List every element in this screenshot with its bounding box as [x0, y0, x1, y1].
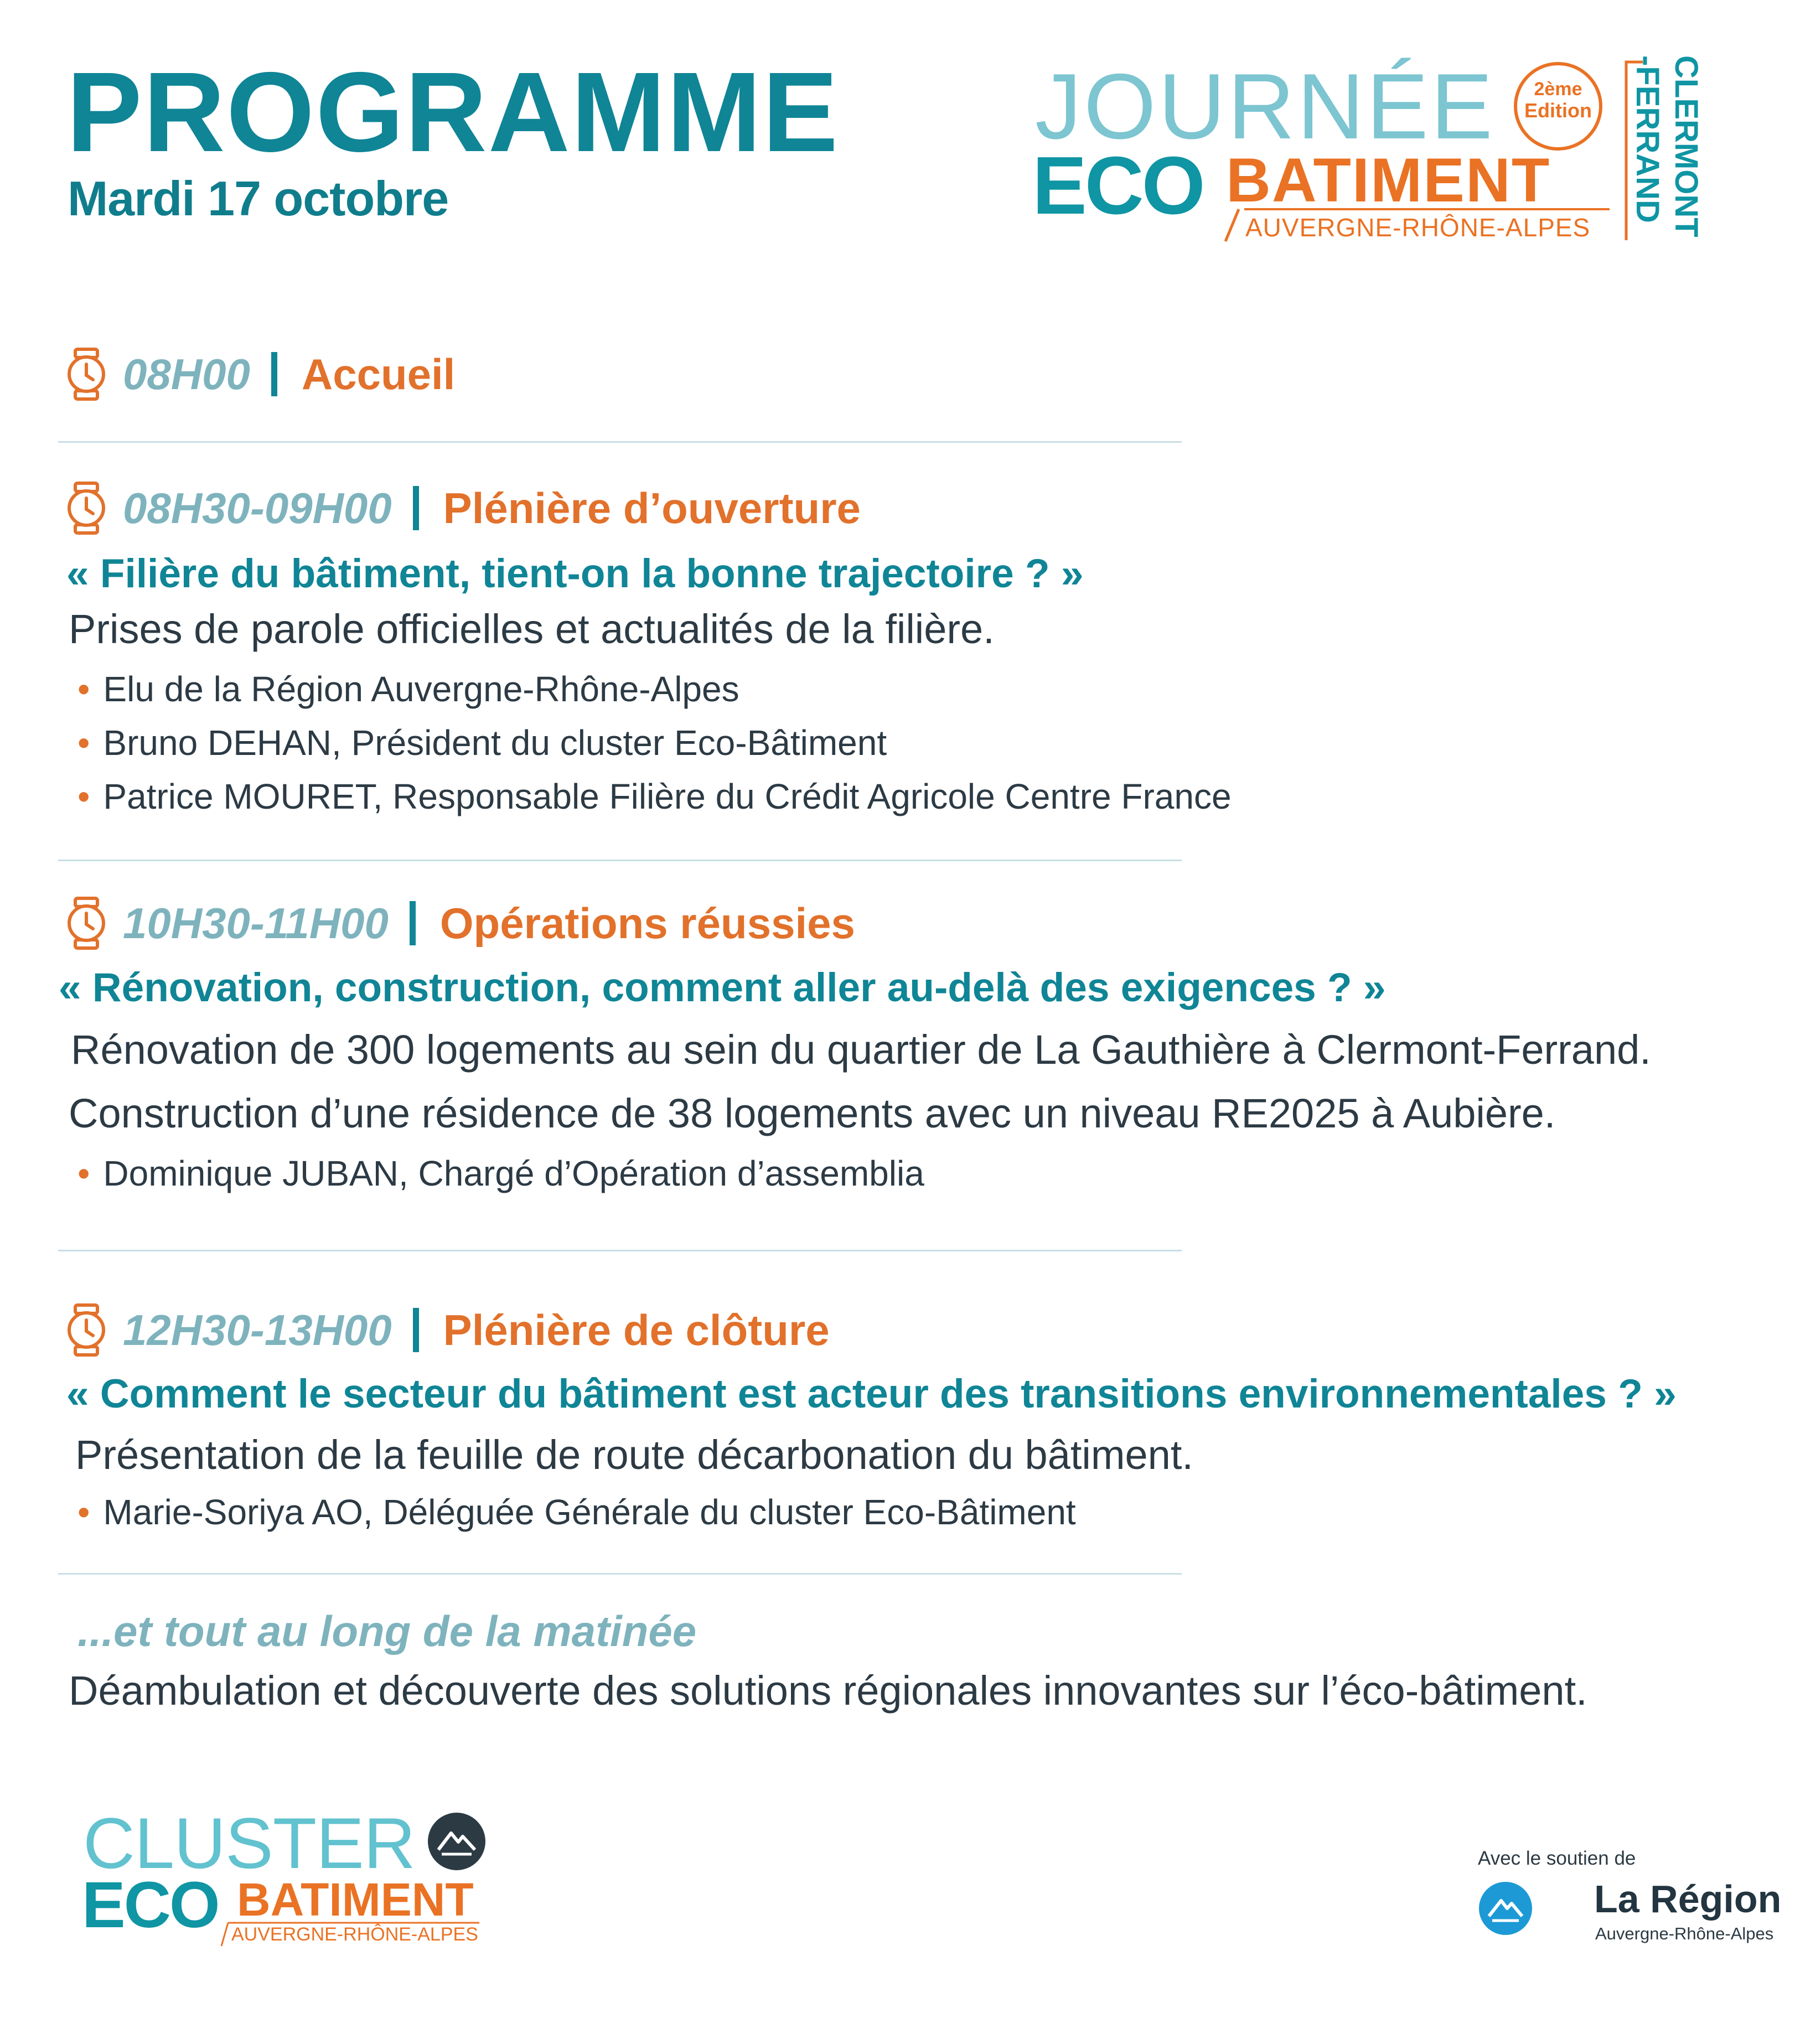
speaker-item: • Bruno DEHAN, Président du cluster Eco-Bâtiment	[77, 725, 887, 760]
separator-bar	[410, 901, 416, 945]
slot-quote: « Comment le secteur du bâtiment est acteur des transitions environnementales ? »	[66, 1372, 1677, 1416]
divider	[58, 441, 1182, 443]
region-subtitle: Auvergne-Rhône-Alpes	[1595, 1924, 1774, 1943]
logo-eco-text: ECO	[1032, 140, 1203, 231]
slot-description: Présentation de la feuille de route décarbonation du bâtiment.	[75, 1432, 1193, 1478]
logo-region-text: AUVERGNE-RHÔNE-ALPES	[1245, 213, 1591, 242]
slot-quote: « Filière du bâtiment, tient-on la bonne trajectoire ? »	[66, 551, 1084, 596]
speaker-item: • Patrice MOURET, Responsable Filière du Crédit Agricole Centre France	[77, 779, 1232, 814]
logo-slash-icon	[1222, 207, 1244, 244]
page-title: PROGRAMME	[66, 49, 840, 175]
edition-number: 2ème	[1534, 79, 1582, 100]
slot-pleniere-cloture	[65, 1303, 1698, 1357]
edition-label: Edition	[1524, 99, 1592, 122]
speaker-item: • Elu de la Région Auvergne-Rhône-Alpes	[77, 671, 739, 707]
slot-operations-reussies	[65, 897, 1698, 950]
divider	[58, 1573, 1182, 1575]
cluster-eco-text: ECO	[82, 1869, 219, 1942]
slot-description: Prises de parole officielles et actualités de la filière.	[69, 606, 995, 652]
separator-bar	[413, 486, 419, 530]
cluster-batiment-text: BATIMENT	[237, 1874, 474, 1926]
slot-label: Opérations réussies	[439, 899, 855, 948]
speaker-item: • Dominique JUBAN, Chargé d’Opération d’assemblia	[77, 1156, 924, 1191]
slot-accueil	[65, 348, 1698, 401]
divider	[58, 1250, 1182, 1251]
separator-bar	[271, 352, 277, 396]
slot-label: Plénière de clôture	[443, 1306, 830, 1354]
edition-badge	[1514, 62, 1602, 151]
logo-journee-text: JOURNÉE	[1035, 54, 1495, 158]
cluster-region-text: AUVERGNE-RHÔNE-ALPES	[231, 1924, 478, 1945]
slot-description: Construction d’une résidence de 38 logements avec un niveau RE2025 à Aubière.	[69, 1090, 1556, 1136]
slot-time: 08H30-09H00	[123, 484, 392, 532]
divider	[58, 860, 1182, 861]
region-name: La Région	[1594, 1877, 1782, 1921]
slot-label: Accueil	[301, 350, 456, 399]
clock-icon	[65, 897, 107, 950]
region-mountain-icon	[1478, 1881, 1533, 1936]
city-name	[1625, 55, 1735, 244]
slot-time: 10H30-11H00	[123, 899, 389, 948]
clock-icon	[65, 348, 107, 401]
clock-icon	[65, 1303, 107, 1357]
slot-description: Rénovation de 300 logements au sein du quartier de La Gauthière à Clermont-Ferrand.	[71, 1027, 1651, 1073]
closing-heading: ...et tout au long de la matinée	[77, 1607, 697, 1655]
slot-label: Plénière d’ouverture	[443, 484, 861, 532]
clock-icon	[65, 482, 107, 535]
slot-pleniere-ouverture	[65, 482, 1698, 535]
slot-time: 08H00	[123, 350, 250, 399]
speaker-item: • Marie-Soriya AO, Déléguée Générale du cluster Eco-Bâtiment	[77, 1494, 1076, 1530]
cluster-mountain-icon	[426, 1811, 487, 1872]
cluster-word: CLUSTER	[83, 1803, 415, 1883]
logo-underline	[1244, 207, 1610, 211]
city-line-1: CLERMONT	[1668, 55, 1704, 237]
slot-time: 12H30-13H00	[123, 1306, 392, 1354]
separator-bar	[413, 1308, 419, 1352]
city-line-2: -FERRAND	[1630, 55, 1665, 223]
support-text: Avec le soutien de	[1478, 1848, 1636, 1869]
logo-batiment-text: BATIMENT	[1226, 146, 1551, 215]
page-date: Mardi 17 octobre	[68, 171, 449, 226]
slot-quote: « Rénovation, construction, comment aller au-delà des exigences ? »	[59, 965, 1386, 1010]
closing-text: Déambulation et découverte des solutions régionales innovantes sur l’éco-bâtiment.	[69, 1668, 1587, 1714]
